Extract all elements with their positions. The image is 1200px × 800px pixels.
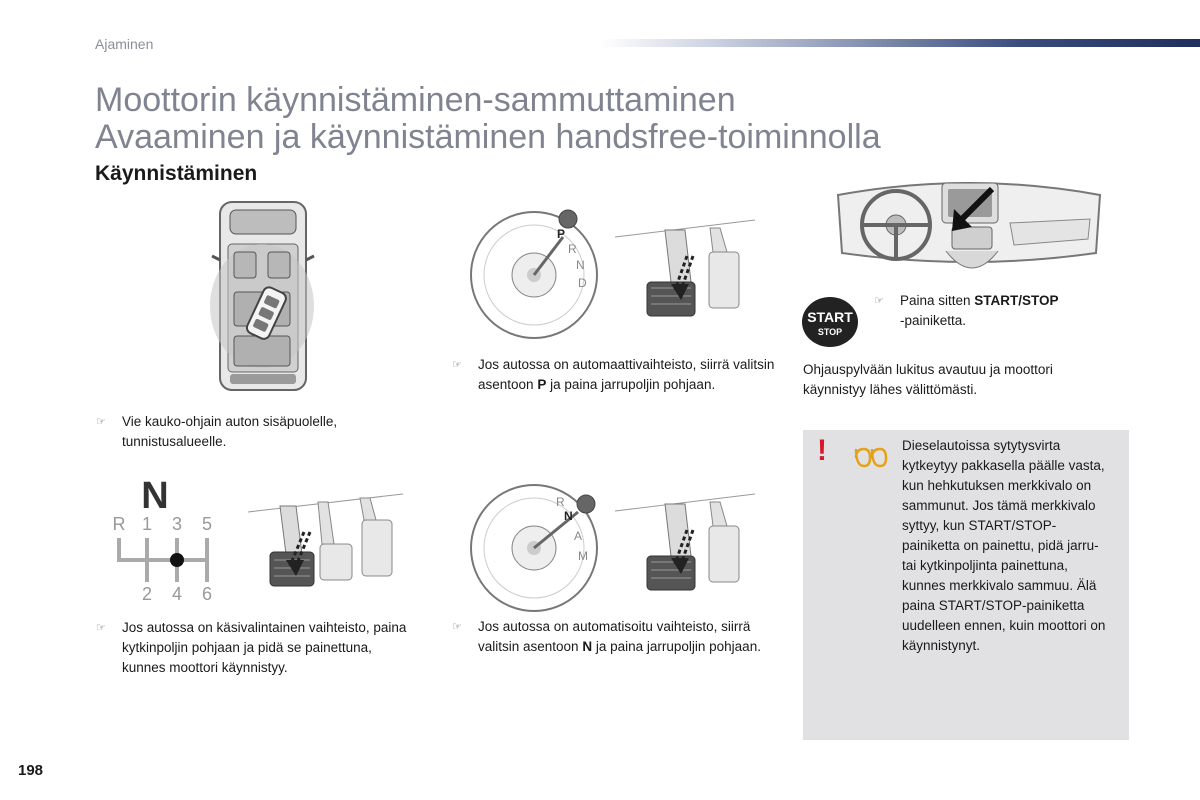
- step-auto-n-text: ☞ Jos autossa on automatisoitu vaihteisto, siirrä valitsin asentoon N ja paina jarrupoljin pohjaan.: [452, 619, 761, 654]
- selector-n-illustration: [468, 478, 608, 618]
- section-subtitle: Käynnistäminen: [95, 162, 258, 185]
- page-number: 198: [18, 762, 44, 779]
- brake-pedal-illustration-p: [615, 212, 755, 322]
- header-accent-bar: [600, 39, 1200, 47]
- selector-n-label-n: N: [564, 509, 573, 523]
- selector-n-label-a: A: [574, 529, 583, 543]
- selector-n-label-m: M: [578, 549, 588, 563]
- gear-label-r: R: [112, 514, 126, 534]
- bullet-icon: ☞: [452, 621, 462, 633]
- bullet-icon: ☞: [96, 416, 106, 428]
- selector-p-illustration: [468, 205, 608, 345]
- gear-label-5: 5: [201, 514, 213, 534]
- gear-label-6: 6: [201, 584, 213, 604]
- section-label: Ajaminen: [95, 36, 154, 52]
- selector-p-label-p: P: [557, 227, 566, 241]
- brake-pedal-illustration-n: [615, 486, 755, 596]
- manual-gearbox-diagram: [105, 472, 230, 607]
- gear-neutral-label: N: [141, 475, 169, 517]
- step-start-text: ☞ Paina sitten START/STOP -painiketta.: [874, 293, 1059, 328]
- stop-label: STOP: [817, 327, 843, 337]
- dashboard-illustration: [834, 175, 1104, 287]
- selector-p-label-r: R: [568, 242, 577, 256]
- selector-n-label-r: R: [556, 495, 565, 509]
- start-stop-button-icon: [801, 296, 859, 348]
- bullet-icon: ☞: [452, 359, 462, 371]
- clutch-pedal-illustration: [248, 490, 403, 600]
- warning-text: Dieselautoissa sytytysvirta kytkeytyy pakkasella päälle vasta, kun hehkutuksen merkkivalo on sammunut. Jos tämä merkkivalo syttyy, kun START/STOP-painiketta on painettu, pidä jarru- tai kytkinpoljinta painettuna, kunnes merkkivalo sammuu. Älä paina START/STOP-painiketta uudelleen ennen, kuin moottori on käynnistynyt.: [902, 438, 1106, 653]
- gear-label-2: 2: [141, 584, 153, 604]
- title-line-1: Moottorin käynnistäminen-sammuttaminen: [95, 81, 736, 119]
- step-key-text: ☞ Vie kauko-ohjain auton sisäpuolelle, tunnistusalueelle.: [96, 414, 338, 449]
- page-title: [95, 82, 881, 156]
- title-line-2: Avaaminen ja käynnistäminen handsfree-toiminnolla: [95, 118, 881, 156]
- unlock-note: Ohjauspylvään lukitus avautuu ja moottori käynnistyy lähes välittömästi.: [803, 362, 1053, 397]
- car-top-view-illustration: [200, 196, 328, 396]
- start-label: START: [807, 309, 853, 325]
- gear-label-1: 1: [141, 514, 153, 534]
- step-manual-text: ☞ Jos autossa on käsivalintainen vaihteisto, paina kytkinpoljin pohjaan ja pidä se painettuna, kunnes moottori käynnistyy.: [96, 620, 407, 675]
- warning-icon: !: [817, 434, 827, 467]
- bullet-icon: ☞: [874, 295, 884, 307]
- warning-box: [803, 430, 1129, 740]
- selector-p-label-d: D: [578, 276, 587, 290]
- glow-plug-icon: [853, 446, 889, 468]
- selector-p-label-n: N: [576, 258, 585, 272]
- gear-label-4: 4: [171, 584, 183, 604]
- bullet-icon: ☞: [96, 622, 106, 634]
- step-auto-p-text: ☞ Jos autossa on automaattivaihteisto, siirrä valitsin asentoon P ja paina jarrupoljin pohjaan.: [452, 357, 775, 392]
- gear-label-3: 3: [171, 514, 183, 534]
